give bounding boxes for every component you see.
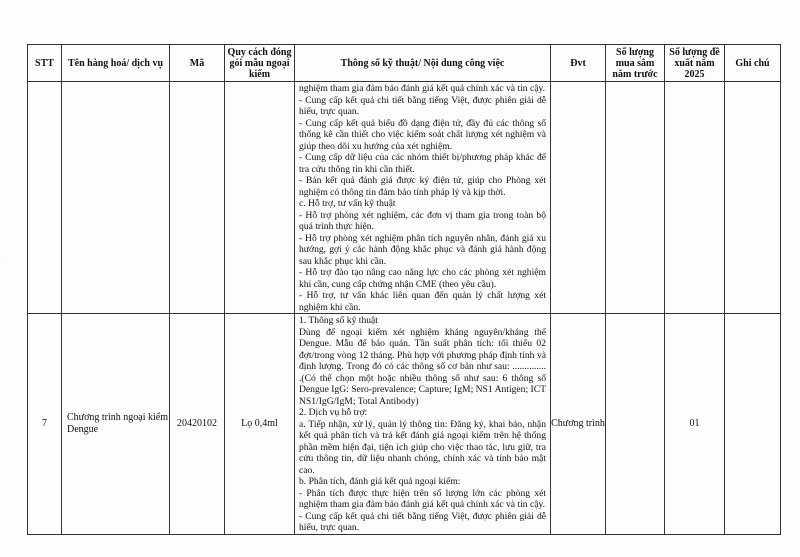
header-package: Quy cách đóng gói mẫu ngoại kiểm (225, 45, 295, 82)
table-row (28, 314, 781, 535)
cell-unit (551, 82, 606, 314)
header-qty-2025: Số lượng đề xuất năm 2025 (665, 45, 725, 82)
header-spec: Thông số kỹ thuật/ Nội dung công việc (295, 45, 551, 82)
cell-stt (28, 82, 62, 314)
cell-name: Chương trình ngoại kiểm Dengue (62, 314, 170, 535)
spec-line: - Bản kết quả đánh giá được ký điện tử, giúp cho Phòng xét nghiệm có thông tin đảm bảo tính pháp lý và kịp thời. (299, 175, 546, 198)
spec-line: Dùng để ngoại kiểm xét nghiệm kháng nguyên/kháng thể Dengue. Mẫu để bảo quản. Tần suất phân tích: tối thiểu 02 đợt/trong vòng 12 tháng. Phù hợp với phương pháp định tính và định lượng. Trong đó có các thông số cơ bản như sau: .............. .(Có thể chọn một hoặc nhiều thông số như sau: 6 thông số Dengue IgG: Sero-prevalence; Capture; IgM; NS1 Antigen; ICT NS1/IgG/IgM; Total Antibody) (299, 326, 546, 407)
spec-line: 1. Thông số kỹ thuật (299, 315, 378, 326)
cell-package (225, 82, 295, 314)
table-row (28, 82, 781, 314)
cell-spec (295, 82, 551, 314)
cell-package: Lọ 0,4ml (225, 314, 295, 535)
spec-line: nghiệm tham gia đảm bảo đánh giá kết quả chính xác và tin cậy. (299, 83, 546, 94)
header-code: Mã (170, 45, 225, 82)
spec-line: - Phân tích được thực hiện trên số lượng lớn các phòng xét nghiệm tham gia đảm bảo đánh giá kết quả chính xác và tin cậy. (299, 487, 546, 510)
spec-line: - Hỗ trợ đào tạo nâng cao năng lực cho các phòng xét nghiệm khi cần, cung cấp chứng nhận CME (theo yêu cầu). (299, 267, 546, 290)
cell-spec (295, 314, 551, 535)
procurement-table (27, 44, 781, 535)
spec-line: c. Hỗ trợ, tư vấn kỹ thuật (299, 198, 396, 209)
spec-line: - Hỗ trợ, tư vấn khác liên quan đến quản lý chất lượng xét nghiệm khi cần. (299, 290, 546, 313)
spec-line: - Cung cấp kết quả chi tiết bằng tiếng Việt, được phiên giải dễ hiểu, trực quan. (299, 510, 546, 533)
cell-note (725, 82, 781, 314)
header-note: Ghi chú (725, 45, 781, 82)
cell-note (725, 314, 781, 535)
table-header-row (28, 45, 781, 82)
spec-line: - Hỗ trợ phòng xét nghiệm, các đơn vị tham gia trong toàn bộ quá trình thực hiện. (299, 209, 546, 232)
cell-name (62, 82, 170, 314)
cell-qty-prev (606, 82, 665, 314)
spec-line: a. Tiếp nhận, xử lý, quản lý thông tin: Đăng ký, khai báo, nhận kết quả phân tích và trả kết đánh giá ngoại kiểm trên hệ thống phần mềm hiện đại, tiện ích giúp cho việc thao tác, lưu giữ, tra cứu thông tin, dữ liệu nhanh chóng, chính xác và tính bảo mật cao. (299, 418, 546, 476)
cell-qty-prev (606, 314, 665, 535)
margin-mark: · (2, 255, 4, 261)
cell-qty-2025: 01 (665, 314, 725, 535)
cell-qty-2025 (665, 82, 725, 314)
spec-line: b. Phân tích, đánh giá kết quả ngoại kiểm: (299, 476, 461, 487)
spec-line: 2. Dịch vụ hỗ trợ: (299, 407, 368, 418)
cell-unit: Chương trình (551, 314, 606, 535)
header-qty-prev: Số lượng mua sắm năm trước (606, 45, 665, 82)
spec-line: - Cung cấp kết quả chi tiết bằng tiếng Việt, được phiên giải dễ hiểu, trực quan. (299, 94, 546, 117)
header-stt: STT (28, 45, 62, 82)
spec-line: - Cung cấp dữ liệu của các nhóm thiết bị/phương pháp khác để tra cứu thông tin khi cần thiết. (299, 152, 546, 175)
cell-code: 20420102 (170, 314, 225, 535)
cell-stt: 7 (28, 314, 62, 535)
spec-line: - Hỗ trợ phòng xét nghiệm phân tích nguyên nhân, đánh giá xu hướng, gợi ý các hành động khắc phục và đánh giá hành động sau khắc phục khi cần. (299, 232, 546, 267)
spec-line: - Cung cấp kết quả biểu đồ dạng điện tử, đầy đủ các thông số thống kê cần thiết cho việc kiểm soát chất lượng xét nghiệm và giúp theo dõi xu hướng của xét nghiệm. (299, 117, 546, 152)
header-unit: Đvt (551, 45, 606, 82)
cell-code (170, 82, 225, 314)
header-name: Tên hàng hoá/ dịch vụ (62, 45, 170, 82)
